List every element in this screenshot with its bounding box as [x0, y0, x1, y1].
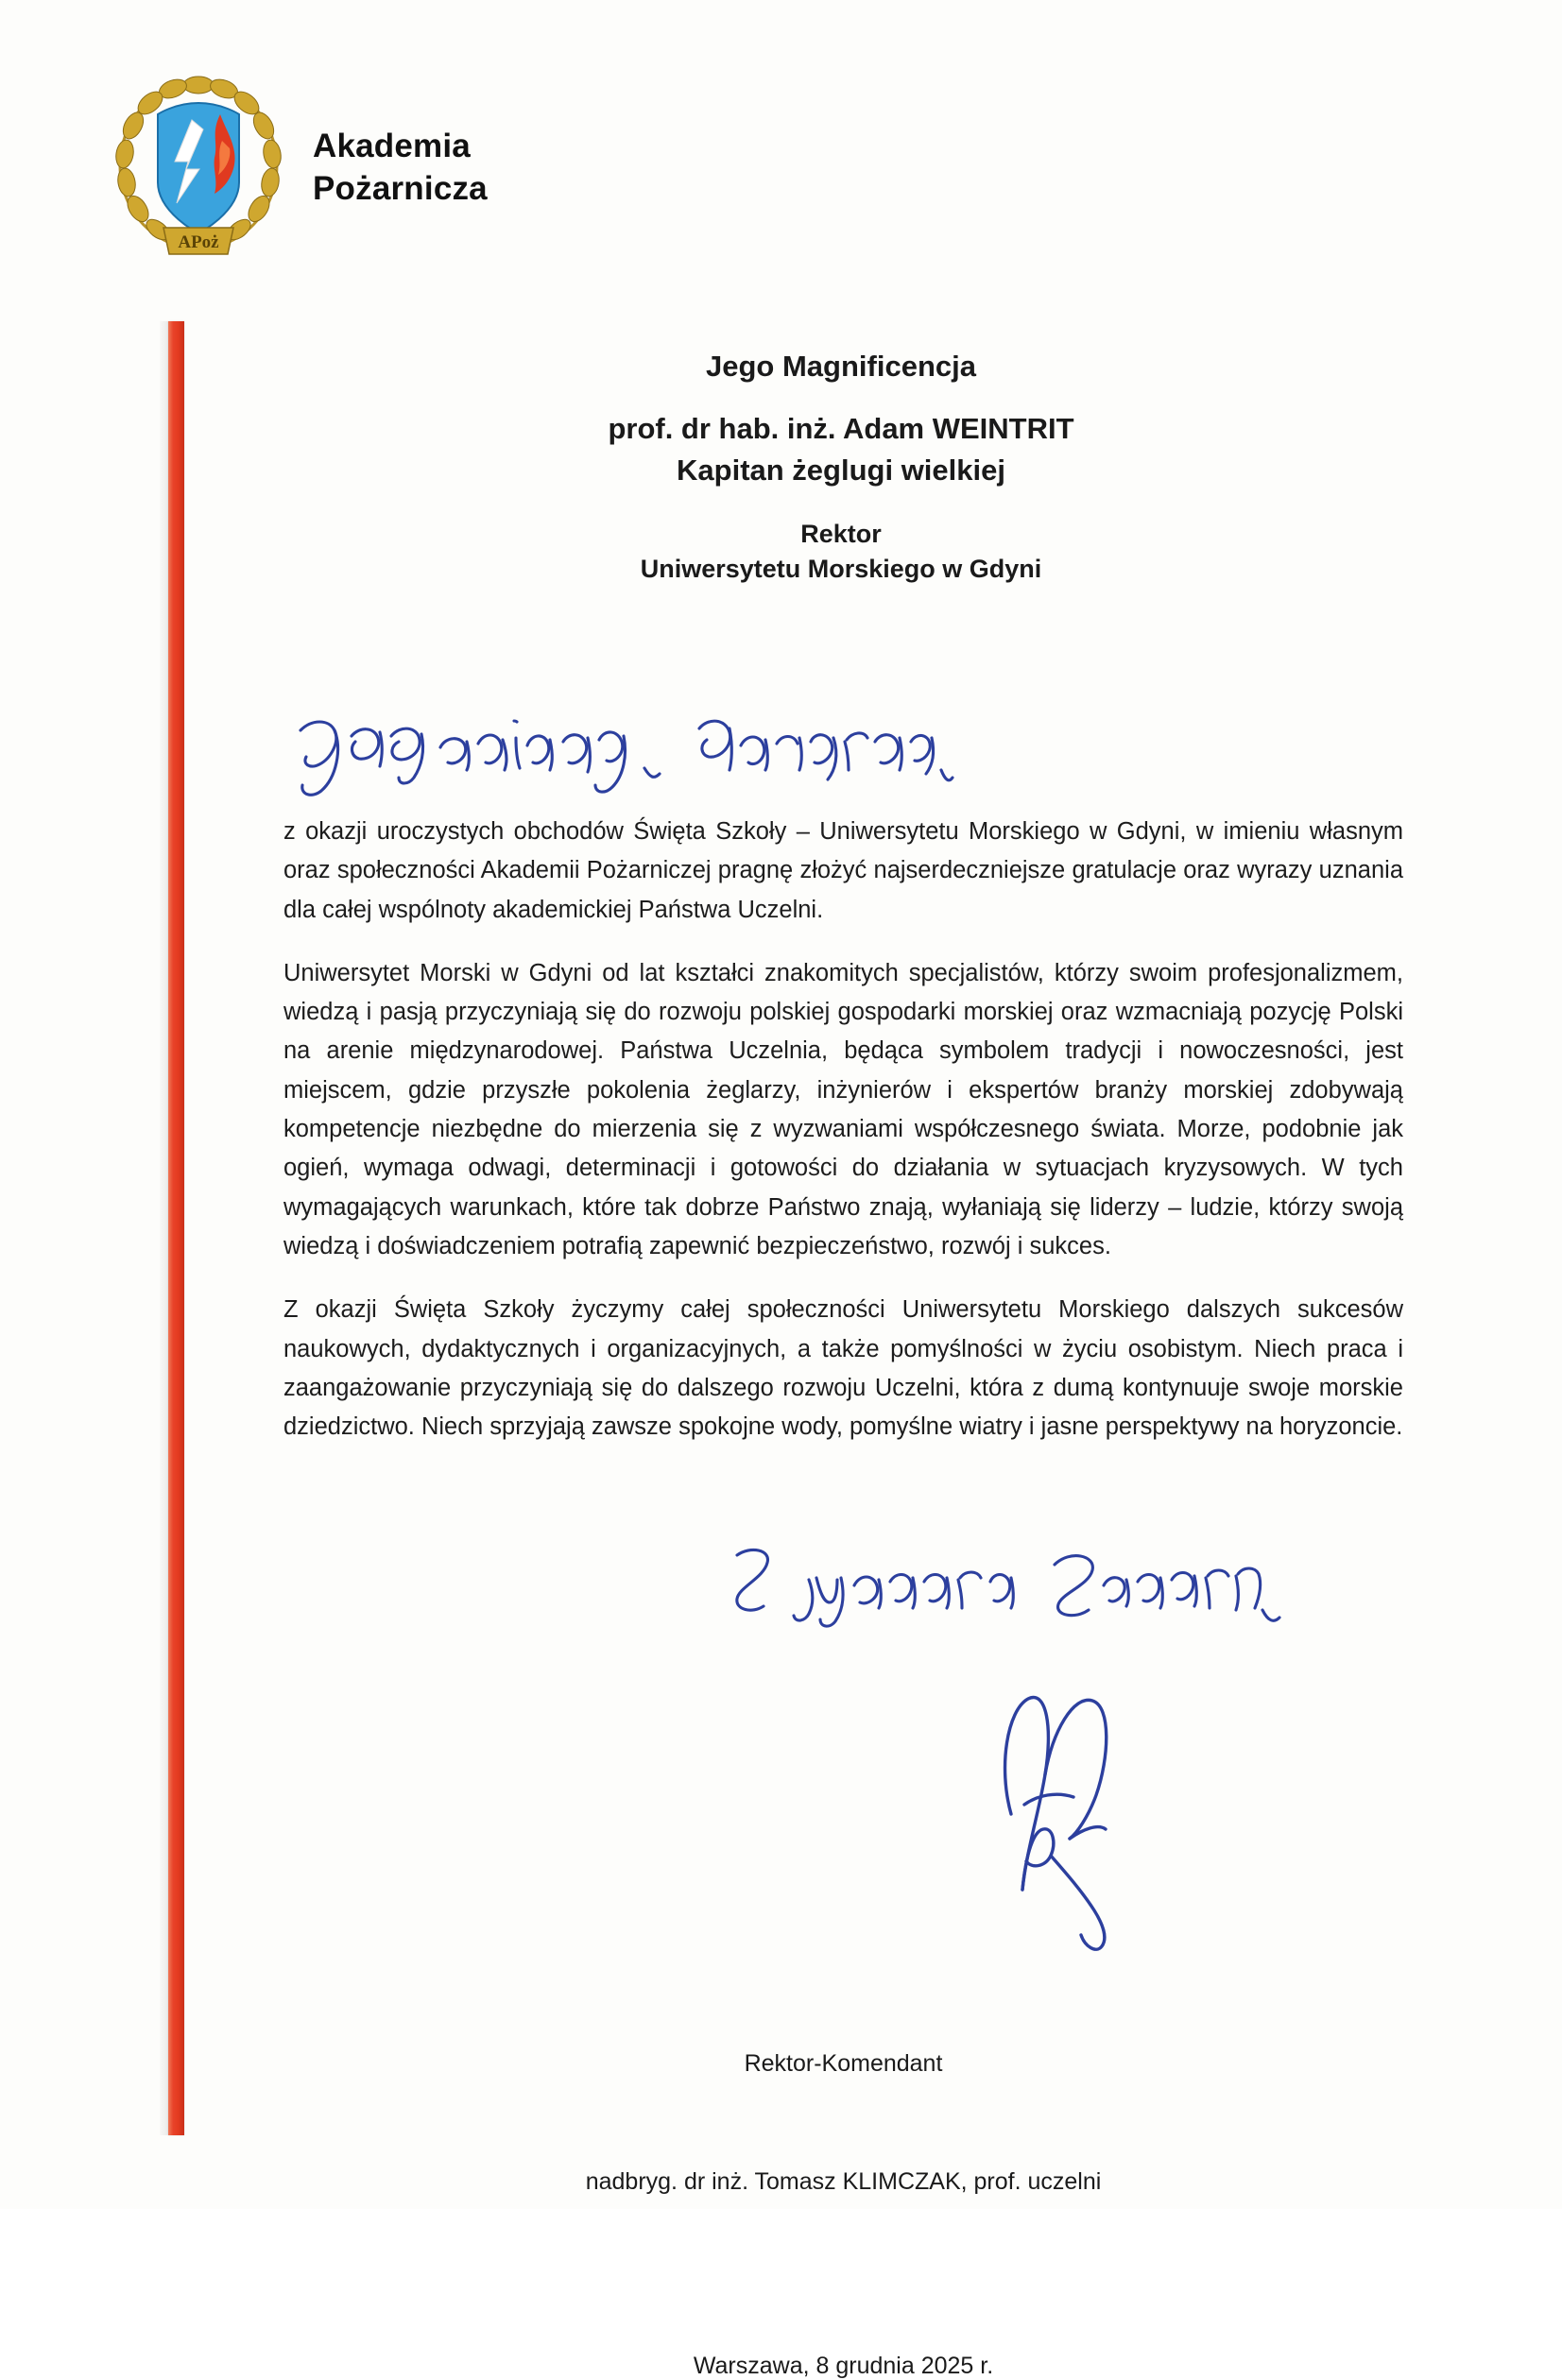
place-and-date: Warszawa, 8 grudnia 2025 r. [693, 2353, 994, 2379]
organization-name-line-1: Akademia [313, 127, 471, 164]
letterhead [109, 71, 488, 265]
handwritten-closing [718, 1540, 1285, 1653]
signature-name: nadbryg. dr inż. Tomasz KLIMCZAK, prof. uczelni [585, 2168, 1102, 2195]
fire-academy-crest-icon [109, 71, 288, 265]
addressee-block [283, 350, 1399, 584]
handwritten-signature [983, 1663, 1181, 1956]
body-paragraph-3: Z okazji Święta Szkoły życzymy całej społeczności Uniwersytetu Morskiego dalszych sukcesów naukowych, dydaktycznych i organizacyjnych, a także pomyślności w życiu osobistym. Niech praca i zaangażowanie przyczyniają się do dalszego rozwoju Uczelni, która z dumą kontynuuje swoje morskie dziedzictwo. Niech sprzyjają zawsze spokojne wody, pomyślne wiatry i jasne perspektywy na horyzoncie. [283, 1296, 1403, 1441]
body-paragraph-1: z okazji uroczystych obchodów Święta Szkoły – Uniwersytetu Morskiego w Gdyni, w imieniu własnym oraz społeczności Akademii Pożarniczej pragnę złożyć najserdeczniejsze gratulacje oraz wyrazy uznania dla całej wspólnoty akademickiej Państwa Uczelni. [283, 818, 1403, 923]
addressee-line-5: Uniwersytetu Morskiego w Gdyni [640, 555, 1042, 583]
addressee-line-4: Rektor [800, 520, 882, 548]
accent-bar-shadow [160, 321, 168, 2135]
body-paragraph-2: Uniwersytet Morski w Gdyni od lat kształci znakomitych specjalistów, którzy swoim profesjonalizmem, wiedzą i pasją przyczyniają się do rozwoju polskiej gospodarki morskiej oraz wzmacniają pozycję Polski na arenie międzynarodowej. Państwa Uczelnia, będąca symbolem tradycji i nowoczesności, jest miejscem, gdzie przyszłe pokolenia żeglarzy, inżynierów i ekspertów branży morskiej zdobywają kompetencje niezbędne do mierzenia się z wyzwaniami współczesnego świata. Morze, podobnie jak ogień, wymaga odwagi, determinacji i gotowości do działania w sytuacjach kryzysowych. W tych wymagających warunkach, które tak dobrze Państwo znają, wyłaniają się liderzy – ludzie, którzy swoją wiedzą i doświadczeniem potrafią zapewnić bezpieczeństwo, rozwój i sukces. [283, 959, 1403, 1259]
handwritten-salutation [293, 704, 973, 808]
addressee-line-3: Kapitan żeglugi wielkiej [677, 454, 1005, 487]
letter-body [283, 813, 1403, 1471]
crest-ribbon-label: APoż [178, 232, 219, 252]
red-accent-bar [168, 321, 184, 2135]
organization-name-line-2: Pożarnicza [313, 169, 488, 207]
addressee-line-1: Jego Magnificencja [706, 350, 976, 383]
addressee-line-2: prof. dr hab. inż. Adam WEINTRIT [608, 412, 1074, 445]
letter-content [283, 350, 1403, 2379]
organization-name [313, 126, 488, 211]
signature-role: Rektor-Komendant [744, 2050, 943, 2077]
